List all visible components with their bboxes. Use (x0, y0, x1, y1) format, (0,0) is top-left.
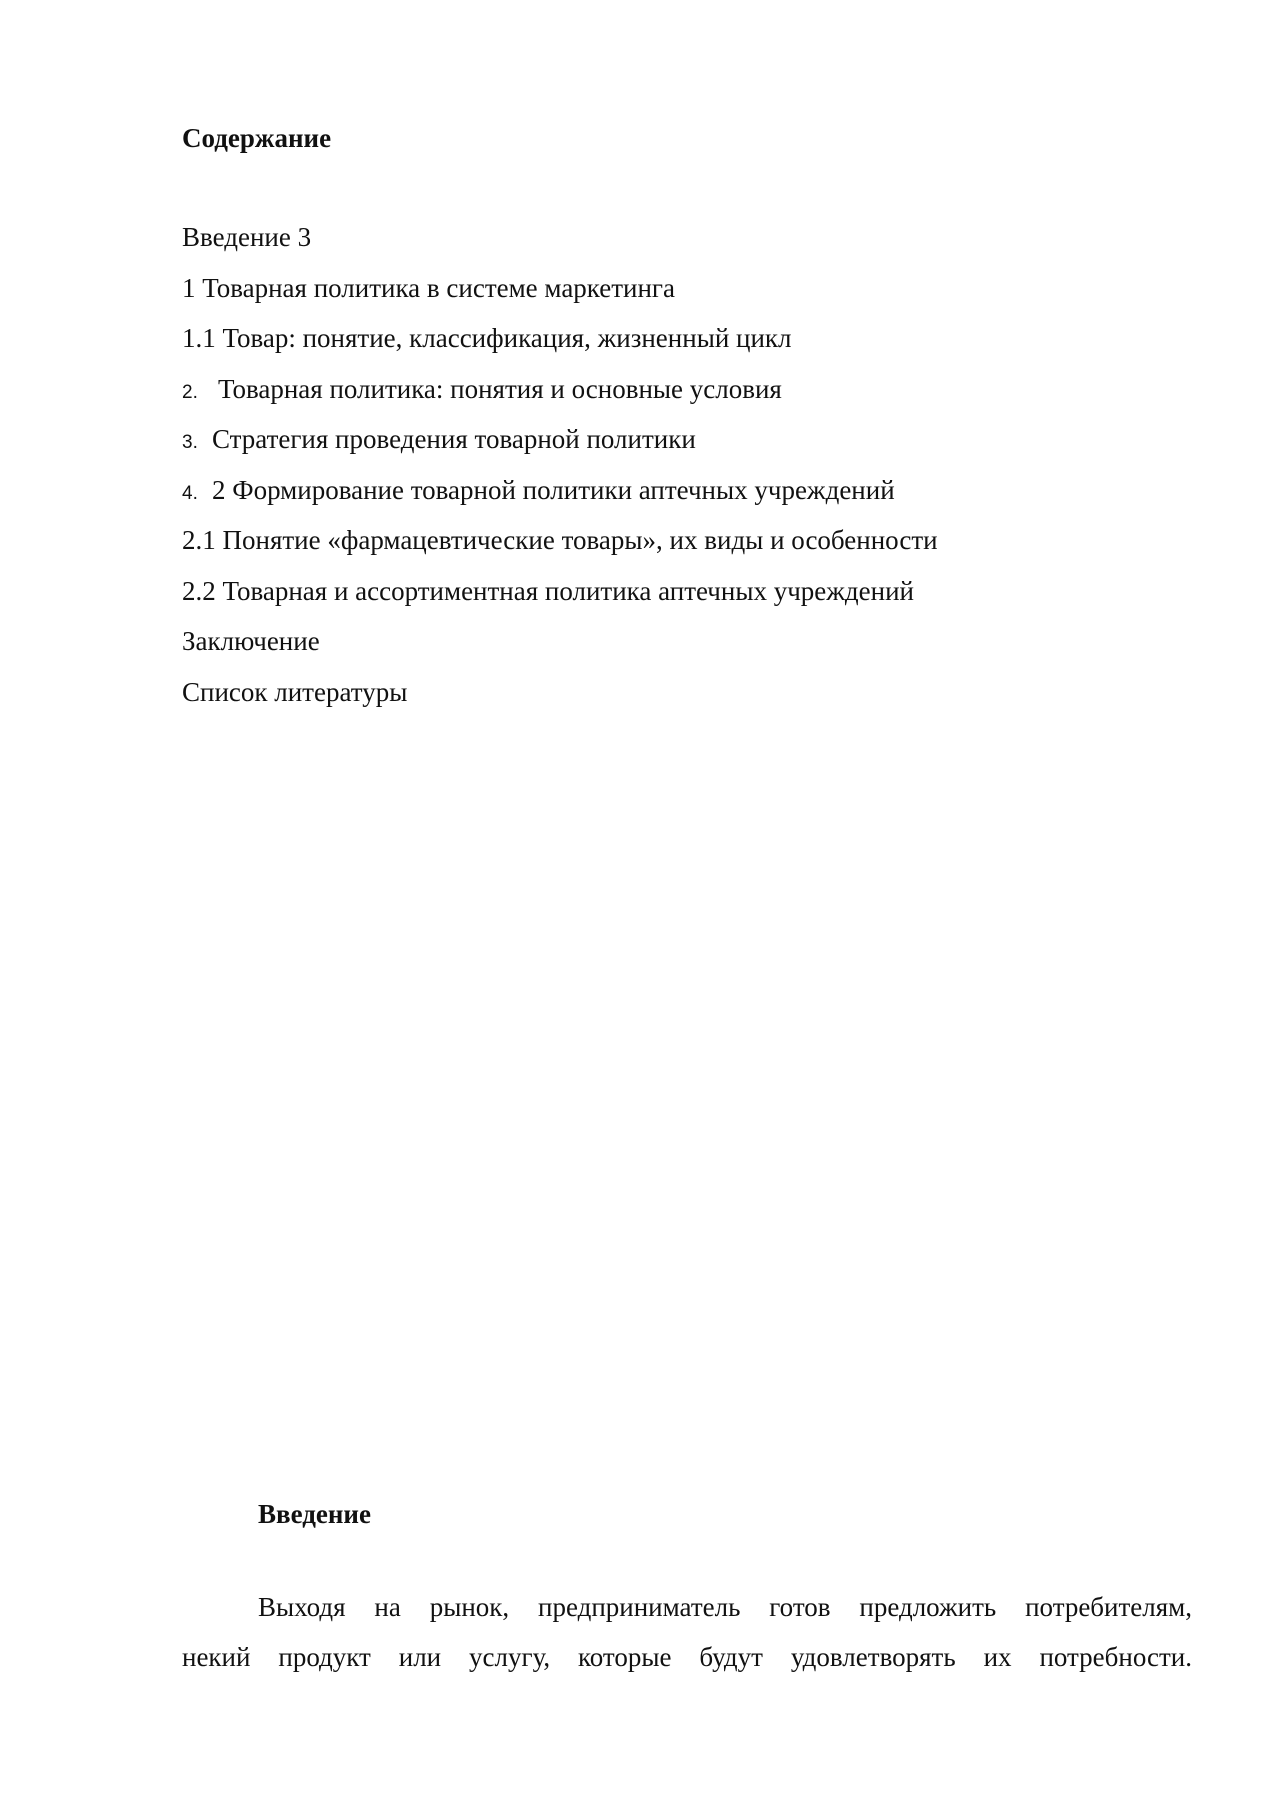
table-of-contents (182, 212, 1182, 717)
toc-item-section-2-2 (182, 566, 1182, 617)
toc-item-text: 2.1 Понятие «фармацевтические товары», их виды и особенности (182, 525, 938, 555)
toc-item-text: 1 Товарная политика в системе маркетинга (182, 272, 675, 303)
toc-item-text: Заключение (182, 626, 320, 656)
toc-item-section-4 (182, 465, 1182, 516)
toc-item-number: 2. (182, 381, 198, 403)
toc-item-conclusion (182, 616, 1182, 667)
toc-item-number: 4. (182, 482, 198, 504)
toc-item-text: Список литературы (182, 676, 408, 707)
toc-item-number: 3. (182, 432, 198, 453)
toc-item-text: 2.2 Товарная и ассортиментная политика аптечных учреждений (182, 575, 915, 606)
introduction-paragraph (182, 1582, 1192, 1682)
toc-item-introduction (182, 212, 1182, 263)
toc-item-text: 1.1 Товар: понятие, классификация, жизненный цикл (182, 323, 792, 353)
toc-item-chapter-1 (182, 263, 1182, 314)
toc-heading: Содержание (182, 123, 332, 153)
toc-item-references (182, 667, 1182, 718)
toc-item-section-3 (182, 414, 1182, 465)
toc-item-section-1-1 (182, 313, 1182, 364)
introduction-line-1: Выходя на рынок, предприниматель готов предложить потребителям, (258, 1592, 1192, 1622)
introduction-line-2: некий продукт или услугу, которые будут удовлетворять их потребности. (182, 1642, 1192, 1672)
introduction-heading: Введение (258, 1499, 371, 1529)
toc-item-text: Стратегия проведения товарной политики (212, 424, 696, 454)
toc-item-text: 2 Формирование товарной политики аптечных учреждений (212, 474, 895, 505)
toc-item-text: Введение 3 (182, 222, 312, 252)
toc-item-text: Товарная политика: понятия и основные условия (218, 373, 782, 404)
toc-item-section-2-1 (182, 515, 1182, 566)
toc-item-section-2 (182, 364, 1182, 415)
